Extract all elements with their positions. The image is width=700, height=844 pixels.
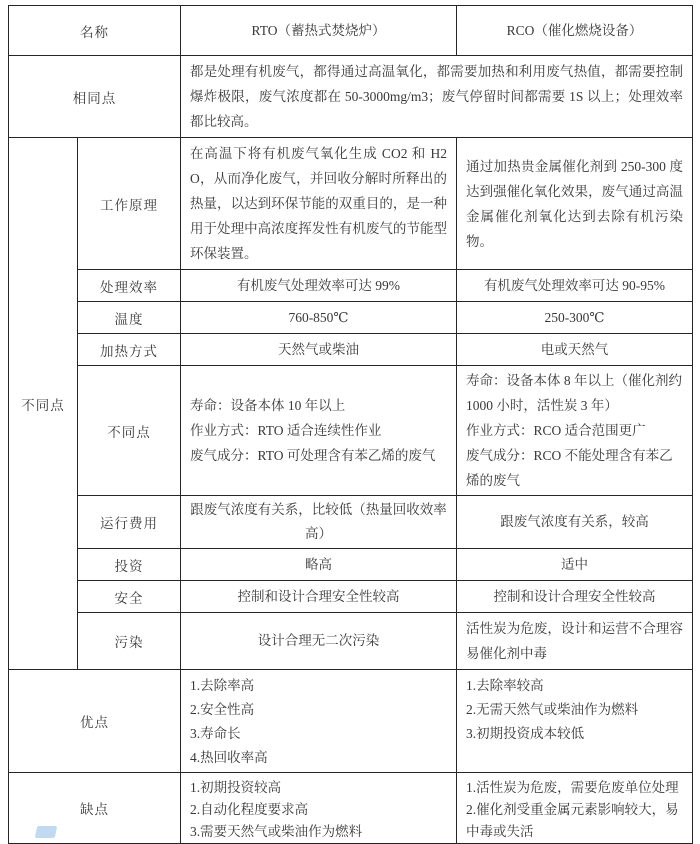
row-label-working-principle: 工作原理: [78, 138, 181, 270]
investment-row: [9, 549, 693, 581]
disadvantages-row: [9, 773, 693, 844]
working-principle-rco: 通过加热贵金属催化剂到 250-300 度达到强催化氧化效果，废气通过高温金属催化剂氧化达到去除有机污染物。: [457, 138, 693, 270]
sub-diff-rto-operation-mode: 作业方式：RTO 适合连续性作业: [190, 423, 382, 438]
safety-rto: 控制和设计合理安全性较高: [181, 581, 457, 613]
pollution-rto: 设计合理无二次污染: [181, 613, 457, 670]
temperature-rco: 250-300℃: [457, 302, 693, 334]
heating-method-row: [9, 334, 693, 366]
disadvantages-rco: [457, 773, 693, 844]
disadvantage-rto-item: 1.初期投资较高: [190, 780, 282, 795]
row-label-running-cost: 运行费用: [78, 496, 181, 549]
row-label-differences: 不同点: [9, 138, 78, 670]
sub-differences-rto: [181, 366, 457, 496]
temperature-row: [9, 302, 693, 334]
heating-method-rto: 天然气或柴油: [181, 334, 457, 366]
advantage-rco-item: 2.无需天然气或柴油作为燃料: [466, 702, 639, 717]
row-label-safety: 安全: [78, 581, 181, 613]
running-cost-row: [9, 496, 693, 549]
column-header-rco: RCO（催化燃烧设备）: [457, 6, 693, 56]
heating-method-rco: 电或天然气: [457, 334, 693, 366]
row-label-efficiency: 处理效率: [78, 270, 181, 302]
advantage-rto-item: 4.热回收率高: [190, 750, 268, 765]
row-label-similarities: 相同点: [9, 56, 181, 138]
advantage-rco-item: 1.去除率较高: [466, 678, 544, 693]
row-label-pollution: 污染: [78, 613, 181, 670]
pollution-rco: 活性炭为危废，设计和运营不合理容易催化剂中毒: [457, 613, 693, 670]
advantage-rco-item: 3.初期投资成本较低: [466, 726, 585, 741]
similarities-row: [9, 56, 693, 138]
rto-rco-comparison-table: [8, 5, 693, 844]
safety-row: [9, 581, 693, 613]
advantage-rto-item: 2.安全性高: [190, 702, 255, 717]
advantages-row: [9, 670, 693, 773]
disadvantages-rto: [181, 773, 457, 844]
advantage-rto-item: 1.去除率高: [190, 678, 255, 693]
disadvantage-rto-item: 2.自动化程度要求高: [190, 802, 309, 817]
running-cost-rco: 跟废气浓度有关系，较高: [457, 496, 693, 549]
pollution-row: [9, 613, 693, 670]
safety-rco: 控制和设计合理安全性较高: [457, 581, 693, 613]
sub-diff-rto-lifespan: 寿命：设备本体 10 年以上: [190, 398, 346, 413]
watermark-artifact: [35, 826, 58, 838]
column-header-rto: RTO（蓄热式焚烧炉）: [181, 6, 457, 56]
disadvantage-rco-item: 2.催化剂受重金属元素影响较大，易中毒或失活: [466, 802, 679, 839]
advantage-rto-item: 3.寿命长: [190, 726, 241, 741]
sub-differences-row: [9, 366, 693, 496]
similarities-text: 都是处理有机废气，都得通过高温氧化，都需要加热和利用废气热值，都需要控制爆炸极限，废气浓度都在 50-3000mg/m3；废气停留时间都需要 1S 以上；处理效率都比较高。: [181, 56, 693, 138]
temperature-rto: 760-850℃: [181, 302, 457, 334]
disadvantage-rto-item: 3.需要天然气或柴油作为燃料: [190, 824, 363, 839]
header-row: [9, 6, 693, 56]
sub-diff-rco-lifespan: 寿命：设备本体 8 年以上（催化剂约 1000 小时，活性炭 3 年）: [466, 373, 682, 413]
efficiency-rto: 有机废气处理效率可达 99%: [181, 270, 457, 302]
efficiency-rco: 有机废气处理效率可达 90-95%: [457, 270, 693, 302]
row-label-investment: 投资: [78, 549, 181, 581]
running-cost-rto: 跟废气浓度有关系，比较低（热量回收效率高）: [181, 496, 457, 549]
working-principle-rto: 在高温下将有机废气氧化生成 CO2 和 H2O，从而净化废气，并回收分解时所释出的热量，以达到环保节能的双重目的，是一种用于处理中高浓度挥发性有机废气的节能型环保装置。: [181, 138, 457, 270]
efficiency-row: [9, 270, 693, 302]
advantages-rto: [181, 670, 457, 773]
row-label-sub-differences: 不同点: [78, 366, 181, 496]
row-label-advantages: 优点: [9, 670, 181, 773]
row-label-temperature: 温度: [78, 302, 181, 334]
advantages-rco: [457, 670, 693, 773]
working-principle-row: [9, 138, 693, 270]
sub-diff-rto-gas-composition: 废气成分：RTO 可处理含有苯乙烯的废气: [190, 448, 436, 463]
investment-rco: 适中: [457, 549, 693, 581]
row-label-disadvantages: 缺点: [9, 773, 181, 844]
sub-diff-rco-gas-composition: 废气成分：RCO 不能处理含有苯乙烯的废气: [466, 448, 673, 488]
disadvantage-rco-item: 1.活性炭为危废，需要危废单位处理: [466, 780, 679, 795]
investment-rto: 略高: [181, 549, 457, 581]
row-label-name: 名称: [9, 6, 181, 56]
sub-diff-rco-operation-mode: 作业方式：RCO 适合范围更广: [466, 423, 646, 438]
sub-differences-rco: [457, 366, 693, 496]
row-label-heating-method: 加热方式: [78, 334, 181, 366]
